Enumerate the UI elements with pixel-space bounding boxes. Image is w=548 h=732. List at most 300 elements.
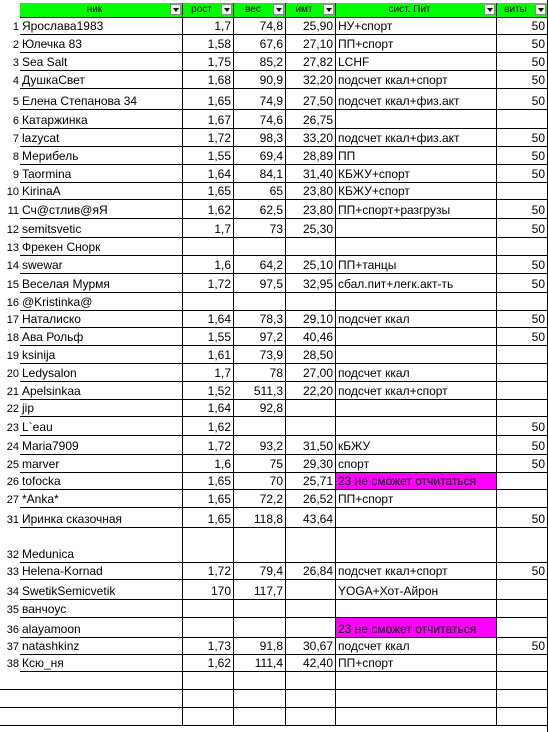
cell-nick[interactable] [20,417,183,436]
cell-vitamins[interactable] [497,129,548,147]
header-vitamins [497,3,548,18]
header-weight-label: вес [245,4,261,15]
cell-bmi[interactable] [286,417,336,436]
cell-value: 50 [531,277,545,291]
cell-system[interactable] [336,328,497,346]
cell-vitamins[interactable] [497,563,548,580]
cell-height[interactable] [183,238,234,256]
cell-value: 1,72 [207,439,231,453]
cell-value: 20 [6,368,19,380]
cell-vitamins[interactable] [497,346,548,364]
cell-bmi[interactable] [286,638,336,655]
cell-vitamins[interactable] [497,490,548,508]
cell-height[interactable] [183,18,234,35]
cell-bmi[interactable] [286,147,336,165]
cell-vitamins[interactable] [497,328,548,346]
cell-nick[interactable] [20,129,183,147]
cell-nick[interactable] [20,346,183,364]
cell-value: 1 [12,21,19,33]
cell-system[interactable] [336,35,497,53]
cell-system[interactable] [336,238,497,256]
cell-nick[interactable] [20,490,183,508]
cell-bmi[interactable] [286,436,336,455]
cell-vitamins[interactable] [497,528,548,563]
cell-value: 97,2 [259,330,283,344]
cell-nick[interactable] [20,364,183,382]
cell-vitamins[interactable] [497,655,548,672]
cell-system[interactable] [336,183,497,200]
empty-cell[interactable] [20,708,183,726]
cell-weight[interactable] [234,200,286,219]
cell-vitamins[interactable] [497,600,548,618]
cell-weight[interactable] [234,53,286,71]
cell-bmi[interactable] [286,311,336,328]
cell-vitamins[interactable] [497,110,548,129]
cell-weight[interactable] [234,256,286,274]
cell-bmi[interactable] [286,165,336,183]
filter-dropdown-icon[interactable] [170,4,181,15]
cell-vitamins[interactable] [497,382,548,400]
cell-nick[interactable] [20,18,183,35]
table-row [0,563,548,580]
cell-weight[interactable] [234,473,286,490]
cell-bmi[interactable] [286,129,336,147]
empty-cell[interactable] [234,672,286,690]
cell-weight[interactable] [234,274,286,293]
cell-nick[interactable] [20,580,183,600]
cell-bmi[interactable] [286,563,336,580]
cell-system[interactable] [336,165,497,183]
cell-value: 1,64 [207,312,231,326]
cell-height[interactable] [183,655,234,672]
cell-weight[interactable] [234,508,286,528]
header-nick [20,3,183,18]
cell-value: Medunica [22,547,75,561]
cell-height[interactable] [183,147,234,165]
cell-weight[interactable] [234,165,286,183]
cell-height[interactable] [183,528,234,563]
cell-weight[interactable] [234,293,286,311]
cell-height[interactable] [183,71,234,89]
cell-bmi[interactable] [286,110,336,129]
cell-value: ванчоус [22,602,67,616]
cell-system[interactable] [336,200,497,219]
cell-system[interactable] [336,129,497,147]
cell-nick[interactable] [20,382,183,400]
cell-value: 27,00 [302,366,333,380]
cell-bmi[interactable] [286,364,336,382]
cell-nick[interactable] [20,200,183,219]
cell-bmi[interactable] [286,256,336,274]
cell-system[interactable] [336,528,497,563]
empty-cell[interactable] [497,708,548,726]
empty-cell[interactable] [234,708,286,726]
cell-system[interactable] [336,382,497,400]
cell-system[interactable] [336,473,497,490]
cell-nick[interactable] [20,238,183,256]
cell-value: КБЖУ+спорт [338,167,410,181]
cell-height[interactable] [183,618,234,638]
row-number [0,293,20,311]
empty-cell[interactable] [0,690,20,708]
cell-weight[interactable] [234,311,286,328]
cell-nick[interactable] [20,600,183,618]
cell-vitamins[interactable] [497,436,548,455]
empty-cell[interactable] [20,690,183,708]
cell-bmi[interactable] [286,53,336,71]
cell-value: ПП+танцы [338,258,397,272]
cell-weight[interactable] [234,638,286,655]
cell-bmi[interactable] [286,455,336,473]
cell-nick[interactable] [20,508,183,528]
cell-nick[interactable] [20,53,183,71]
empty-cell[interactable] [0,672,20,690]
empty-cell[interactable] [183,690,234,708]
cell-vitamins[interactable] [497,165,548,183]
filter-dropdown-icon[interactable] [221,4,232,15]
cell-system[interactable] [336,655,497,672]
cell-vitamins[interactable] [497,200,548,219]
cell-value: 90,9 [259,73,283,87]
cell-system[interactable] [336,580,497,600]
cell-value: подсчет ккал [338,639,410,653]
cell-value: 10 [6,186,19,198]
cell-bmi[interactable] [286,18,336,35]
cell-height[interactable] [183,473,234,490]
cell-bmi[interactable] [286,528,336,563]
cell-value: 91,8 [259,639,283,653]
cell-nick[interactable] [20,219,183,238]
empty-cell[interactable] [183,708,234,726]
cell-value: Фрекен Снорк [22,240,101,254]
cell-vitamins[interactable] [497,473,548,490]
cell-weight[interactable] [234,328,286,346]
empty-cell[interactable] [286,708,336,726]
cell-height[interactable] [183,600,234,618]
cell-nick[interactable] [20,147,183,165]
cell-system[interactable] [336,293,497,311]
cell-bmi[interactable] [286,274,336,293]
table-row [0,436,548,455]
cell-nick[interactable] [20,71,183,89]
cell-bmi[interactable] [286,382,336,400]
cell-weight[interactable] [234,110,286,129]
cell-value: 1,65 [207,184,231,198]
filter-dropdown-icon[interactable] [323,4,334,15]
cell-system[interactable] [336,89,497,110]
cell-value: 1,7 [214,19,231,33]
cell-nick[interactable] [20,274,183,293]
cell-value: 1,62 [207,656,231,670]
cell-vitamins[interactable] [497,256,548,274]
cell-nick[interactable] [20,328,183,346]
table-row [0,293,548,311]
cell-bmi[interactable] [286,89,336,110]
cell-system[interactable] [336,311,497,328]
empty-cell[interactable] [286,672,336,690]
cell-vitamins[interactable] [497,293,548,311]
cell-system[interactable] [336,508,497,528]
cell-nick[interactable] [20,473,183,490]
cell-nick[interactable] [20,165,183,183]
cell-system[interactable] [336,274,497,293]
cell-bmi[interactable] [286,490,336,508]
cell-system[interactable] [336,256,497,274]
empty-cell[interactable] [183,672,234,690]
cell-vitamins[interactable] [497,71,548,89]
cell-system[interactable] [336,638,497,655]
cell-value: 9 [12,169,19,181]
cell-value: 1,75 [207,55,231,69]
empty-cell[interactable] [497,672,548,690]
cell-weight[interactable] [234,71,286,89]
cell-bmi[interactable] [286,508,336,528]
empty-cell[interactable] [234,690,286,708]
cell-nick[interactable] [20,638,183,655]
cell-vitamins[interactable] [497,638,548,655]
cell-nick[interactable] [20,183,183,200]
cell-value: 25 [6,459,19,471]
cell-value: 65 [269,184,283,198]
cell-system[interactable] [336,219,497,238]
cell-bmi[interactable] [286,200,336,219]
empty-cell[interactable] [336,708,497,726]
cell-weight[interactable] [234,528,286,563]
empty-cell[interactable] [336,690,497,708]
cell-system[interactable] [336,436,497,455]
cell-value: 1,61 [207,348,231,362]
cell-vitamins[interactable] [497,183,548,200]
row-number [0,311,20,328]
cell-vitamins[interactable] [497,274,548,293]
cell-height[interactable] [183,638,234,655]
cell-vitamins[interactable] [497,508,548,528]
cell-system[interactable] [336,346,497,364]
cell-vitamins[interactable] [497,53,548,71]
cell-height[interactable] [183,364,234,382]
cell-weight[interactable] [234,436,286,455]
cell-weight[interactable] [234,129,286,147]
table-row [0,508,548,528]
cell-height[interactable] [183,580,234,600]
cell-weight[interactable] [234,219,286,238]
cell-height[interactable] [183,183,234,200]
cell-system[interactable] [336,455,497,473]
cell-bmi[interactable] [286,328,336,346]
cell-value: 12 [6,224,19,236]
cell-weight[interactable] [234,147,286,165]
cell-bmi[interactable] [286,293,336,311]
cell-height[interactable] [183,455,234,473]
cell-bmi[interactable] [286,238,336,256]
cell-height[interactable] [183,219,234,238]
cell-height[interactable] [183,417,234,436]
cell-system[interactable] [336,18,497,35]
cell-weight[interactable] [234,18,286,35]
cell-nick[interactable] [20,256,183,274]
cell-height[interactable] [183,382,234,400]
cell-vitamins[interactable] [497,580,548,600]
row-number [0,71,20,89]
filter-dropdown-icon[interactable] [535,4,546,15]
cell-weight[interactable] [234,655,286,672]
cell-height[interactable] [183,274,234,293]
cell-weight[interactable] [234,35,286,53]
cell-system[interactable] [336,110,497,129]
row-number [0,200,20,219]
cell-vitamins[interactable] [497,238,548,256]
cell-value: 15 [6,279,19,291]
cell-vitamins[interactable] [497,400,548,417]
cell-weight[interactable] [234,364,286,382]
cell-nick[interactable] [20,311,183,328]
cell-weight[interactable] [234,183,286,200]
cell-bmi[interactable] [286,400,336,417]
cell-system[interactable] [336,53,497,71]
row-number [0,256,20,274]
cell-nick[interactable] [20,563,183,580]
empty-cell[interactable] [20,672,183,690]
cell-value: 23 не сможет отчитаться [338,474,477,488]
cell-height[interactable] [183,89,234,110]
cell-value: 4 [12,75,19,87]
cell-height[interactable] [183,129,234,147]
cell-bmi[interactable] [286,473,336,490]
cell-height[interactable] [183,563,234,580]
cell-nick[interactable] [20,35,183,53]
empty-cell[interactable] [286,690,336,708]
filter-dropdown-icon[interactable] [273,4,284,15]
row-number [0,89,20,110]
cell-height[interactable] [183,256,234,274]
cell-nick[interactable] [20,89,183,110]
empty-cell[interactable] [497,690,548,708]
cell-value: 170 [210,584,231,598]
cell-value: 50 [531,312,545,326]
cell-nick[interactable] [20,455,183,473]
cell-system[interactable] [336,417,497,436]
cell-height[interactable] [183,293,234,311]
cell-height[interactable] [183,165,234,183]
cell-bmi[interactable] [286,183,336,200]
cell-system[interactable] [336,147,497,165]
cell-vitamins[interactable] [497,618,548,638]
cell-weight[interactable] [234,600,286,618]
row-number [0,346,20,364]
cell-nick[interactable] [20,655,183,672]
cell-height[interactable] [183,490,234,508]
cell-height[interactable] [183,311,234,328]
cell-height[interactable] [183,346,234,364]
cell-height[interactable] [183,53,234,71]
cell-vitamins[interactable] [497,364,548,382]
cell-nick[interactable] [20,293,183,311]
cell-height[interactable] [183,400,234,417]
cell-bmi[interactable] [286,35,336,53]
row-number [0,35,20,53]
empty-cell[interactable] [0,708,20,726]
empty-cell[interactable] [336,672,497,690]
cell-value: 1,65 [207,474,231,488]
header-vitamins-label: виты [504,4,527,15]
cell-weight[interactable] [234,455,286,473]
cell-weight[interactable] [234,346,286,364]
cell-height[interactable] [183,508,234,528]
cell-weight[interactable] [234,580,286,600]
cell-system[interactable] [336,618,497,638]
cell-vitamins[interactable] [497,455,548,473]
table-row [0,580,548,600]
cell-nick[interactable] [20,528,183,563]
cell-vitamins[interactable] [497,89,548,110]
cell-value: 31,40 [302,167,333,181]
cell-value: 97,5 [259,277,283,291]
cell-vitamins[interactable] [497,18,548,35]
cell-system[interactable] [336,364,497,382]
cell-value: ПП+спорт [338,656,394,670]
cell-system[interactable] [336,490,497,508]
cell-value: 26,52 [302,492,333,506]
cell-height[interactable] [183,328,234,346]
cell-nick[interactable] [20,436,183,455]
cell-nick[interactable] [20,110,183,129]
cell-vitamins[interactable] [497,219,548,238]
filter-dropdown-icon[interactable] [484,4,495,15]
cell-vitamins[interactable] [497,417,548,436]
cell-value: 50 [531,55,545,69]
cell-value: 32,20 [302,73,333,87]
cell-nick[interactable] [20,618,183,638]
cell-value: подсчет ккал [338,312,410,326]
cell-weight[interactable] [234,563,286,580]
cell-weight[interactable] [234,400,286,417]
cell-system[interactable] [336,563,497,580]
cell-weight[interactable] [234,382,286,400]
cell-bmi[interactable] [286,600,336,618]
cell-bmi[interactable] [286,346,336,364]
cell-height[interactable] [183,436,234,455]
table-row [0,400,548,417]
cell-value: 3 [12,57,19,69]
cell-nick[interactable] [20,400,183,417]
cell-height[interactable] [183,200,234,219]
cell-value: SwetikSemicvetik [22,584,116,598]
cell-weight[interactable] [234,238,286,256]
cell-bmi[interactable] [286,219,336,238]
cell-value: 1,72 [207,131,231,145]
cell-vitamins[interactable] [497,147,548,165]
cell-value: Катаржинка [22,113,88,127]
cell-bmi[interactable] [286,71,336,89]
cell-vitamins[interactable] [497,311,548,328]
cell-system[interactable] [336,400,497,417]
cell-weight[interactable] [234,490,286,508]
cell-system[interactable] [336,71,497,89]
cell-vitamins[interactable] [497,35,548,53]
cell-weight[interactable] [234,417,286,436]
cell-height[interactable] [183,110,234,129]
cell-height[interactable] [183,35,234,53]
row-number [0,147,20,165]
cell-bmi[interactable] [286,618,336,638]
cell-weight[interactable] [234,89,286,110]
cell-weight[interactable] [234,618,286,638]
cell-value: ПП+спорт [338,492,394,506]
cell-system[interactable] [336,600,497,618]
cell-bmi[interactable] [286,580,336,600]
cell-bmi[interactable] [286,655,336,672]
cell-value: 50 [531,564,545,578]
